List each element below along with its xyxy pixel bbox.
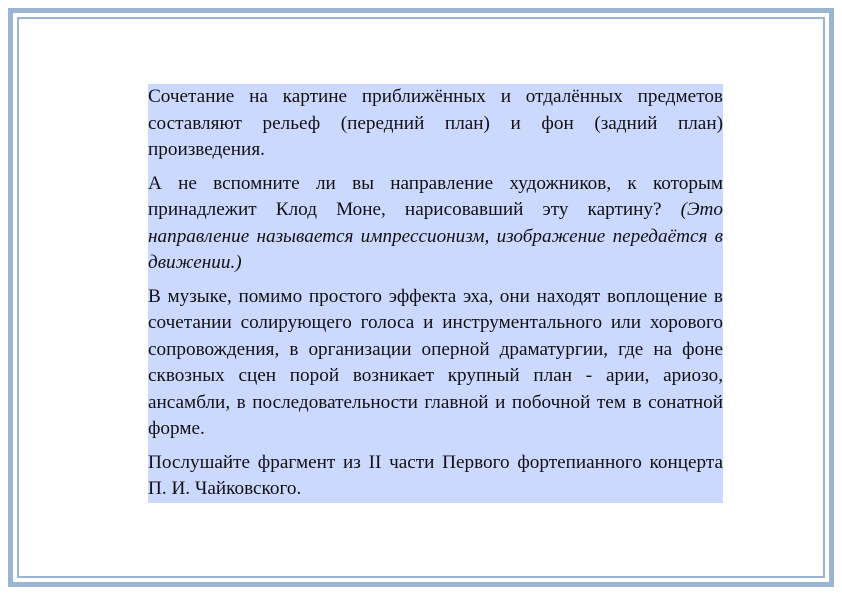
paragraph-listen: Послушайте фрагмент из II части Первого фортепианного концерта П. И. Чайковского. [148,451,723,499]
paragraph-monet-question [148,171,723,277]
paragraph-music: В музыке, помимо простого эффекта эха, они находят воплощение в сочетании солирующего голоса и инструментального или хорового сопровождения, в организации оперной драматургии, где на фоне сквозных сцен порой возникает крупный план - арии, ариозо, ансамбли, в последовательности главной и побочной тем в сонатной форме. [148,285,723,439]
paragraph-relief: Сочетание на картине приближённых и отдалённых предметов составляют рельеф (передний план) и фон (задний план) произведения. [148,86,723,160]
question-text: А не вспомните ли вы направление художников, к которым принадлежит Клод Моне, нарисовавший эту картину? [148,172,723,220]
answer-text: (Это направление называется импрессионизм, изображение передаётся в движении.) [148,199,723,273]
slide-text-block [148,84,723,503]
